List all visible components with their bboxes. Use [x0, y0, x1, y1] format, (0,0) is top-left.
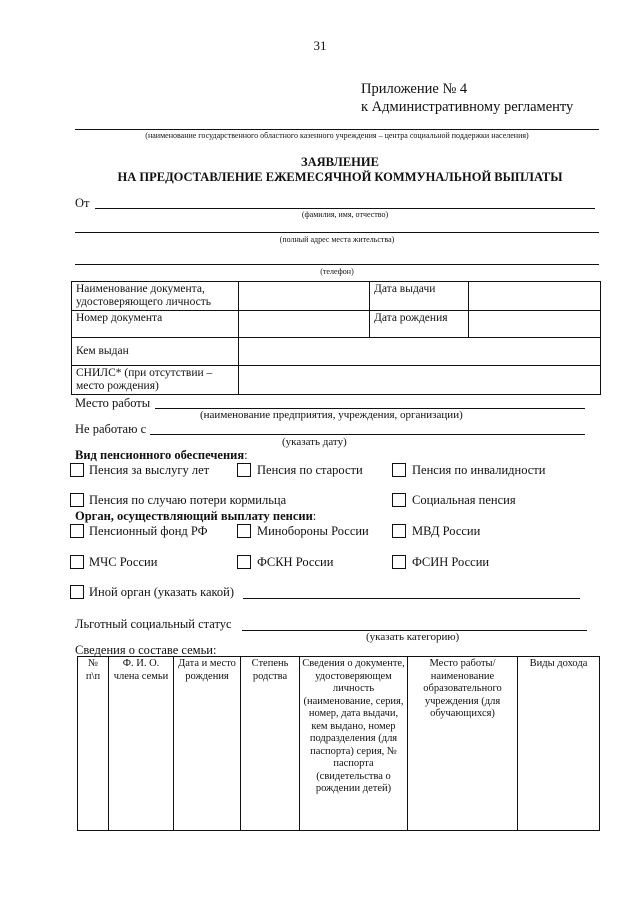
fio-field[interactable] [95, 208, 595, 209]
birth-date-value[interactable] [469, 311, 601, 338]
doc-number-value[interactable] [239, 311, 370, 338]
social-pension-checkbox[interactable] [392, 493, 406, 507]
not-working-field[interactable] [150, 434, 585, 435]
family-table [77, 656, 600, 831]
doc-number-label: Номер документа [72, 311, 239, 338]
family-col-relation: Степень родства [241, 657, 300, 831]
fskn-checkbox[interactable] [237, 555, 251, 569]
doc-name-label: Наименование документа, удостоверяющего личность [72, 282, 239, 311]
title-line1: ЗАЯВЛЕНИЕ [301, 155, 379, 169]
institution-line[interactable] [75, 129, 599, 130]
address-hint: (полный адрес места жительства) [279, 235, 395, 244]
page-number: 31 [313, 38, 327, 53]
category-hint: (указать категорию) [366, 631, 460, 643]
family-col-number: № п\п [78, 657, 109, 831]
phone-field[interactable] [75, 264, 599, 265]
old-age-label: Пенсия по старости [257, 463, 363, 477]
disability-checkbox[interactable] [392, 463, 406, 477]
not-working-label: Не работаю с [75, 422, 147, 436]
other-payer-label: Иной орган (указать какой) [89, 585, 235, 599]
institution-hint: (наименование государственного областного казенного учреждения – центра социальной поддержки населения) [145, 131, 529, 140]
fio-hint: (фамилия, имя, отчество) [301, 210, 389, 219]
issue-date-label: Дата выдачи [370, 282, 469, 311]
mvd-label: МВД России [412, 524, 481, 538]
workplace-label: Место работы [75, 396, 151, 410]
fsin-label: ФСИН России [412, 555, 490, 569]
mvd-checkbox[interactable] [392, 524, 406, 538]
other-payer-checkbox[interactable] [70, 585, 84, 599]
payer-header: Орган, осуществляющий выплату пенсии: [75, 509, 317, 523]
pfr-checkbox[interactable] [70, 524, 84, 538]
old-age-checkbox[interactable] [237, 463, 251, 477]
mod-checkbox[interactable] [237, 524, 251, 538]
workplace-hint: (наименование предприятия, учреждения, организации) [200, 409, 463, 421]
title-line2: НА ПРЕДОСТАВЛЕНИЕ ЕЖЕМЕСЯЧНОЙ КОММУНАЛЬНОЙ ВЫПЛАТЫ [117, 170, 563, 184]
issue-date-value[interactable] [469, 282, 601, 311]
fsin-checkbox[interactable] [392, 555, 406, 569]
pension-type-header: Вид пенсионного обеспечения: [75, 448, 248, 462]
issued-by-label: Кем выдан [72, 338, 239, 366]
from-label: От [75, 196, 90, 210]
form-title [0, 155, 640, 185]
disability-label: Пенсия по инвалидности [412, 463, 546, 477]
mod-label: Минобороны России [257, 524, 369, 538]
family-col-birth: Дата и место рождения [174, 657, 241, 831]
family-col-name: Ф. И. О. члена семьи [109, 657, 174, 831]
identity-document-table [71, 281, 601, 395]
social-pension-label: Социальная пенсия [412, 493, 516, 507]
other-payer-field[interactable] [243, 598, 580, 599]
phone-hint: (телефон) [320, 267, 354, 276]
doc-name-value[interactable] [239, 282, 370, 311]
survivor-label: Пенсия по случаю потери кормильца [89, 493, 287, 507]
snils-value[interactable] [239, 366, 601, 395]
appendix-line1: Приложение № 4 [361, 81, 468, 97]
snils-label: СНИЛС* (при отсутствии – место рождения) [72, 366, 239, 395]
fskn-label: ФСКН России [257, 555, 334, 569]
status-label: Льготный социальный статус [75, 617, 232, 631]
family-col-workplace: Место работы/ наименование образовательного учреждения (для обучающихся) [408, 657, 518, 831]
pension-type-header-text: Вид пенсионного обеспечения [75, 448, 245, 462]
payer-header-text: Орган, осуществляющий выплату пенсии [75, 509, 313, 523]
family-col-document: Сведения о документе, удостоверяющем личность (наименование, серия, номер, дата выдачи, кем выдано, номер подразделения (для паспорта) серия, № паспорта (свидетельства о рождении детей) [300, 657, 408, 831]
appendix-header [361, 80, 573, 116]
birth-date-label: Дата рождения [370, 311, 469, 338]
long-service-label: Пенсия за выслугу лет [89, 463, 210, 477]
survivor-checkbox[interactable] [70, 493, 84, 507]
date-hint: (указать дату) [282, 436, 347, 448]
issued-by-value[interactable] [239, 338, 601, 366]
mchs-label: МЧС России [89, 555, 158, 569]
long-service-checkbox[interactable] [70, 463, 84, 477]
appendix-line2: к Административному регламенту [361, 99, 574, 115]
address-field[interactable] [75, 232, 599, 233]
mchs-checkbox[interactable] [70, 555, 84, 569]
pfr-label: Пенсионный фонд РФ [89, 524, 208, 538]
family-header: Сведения о составе семьи: [75, 643, 217, 657]
family-col-income: Виды дохода [518, 657, 600, 831]
